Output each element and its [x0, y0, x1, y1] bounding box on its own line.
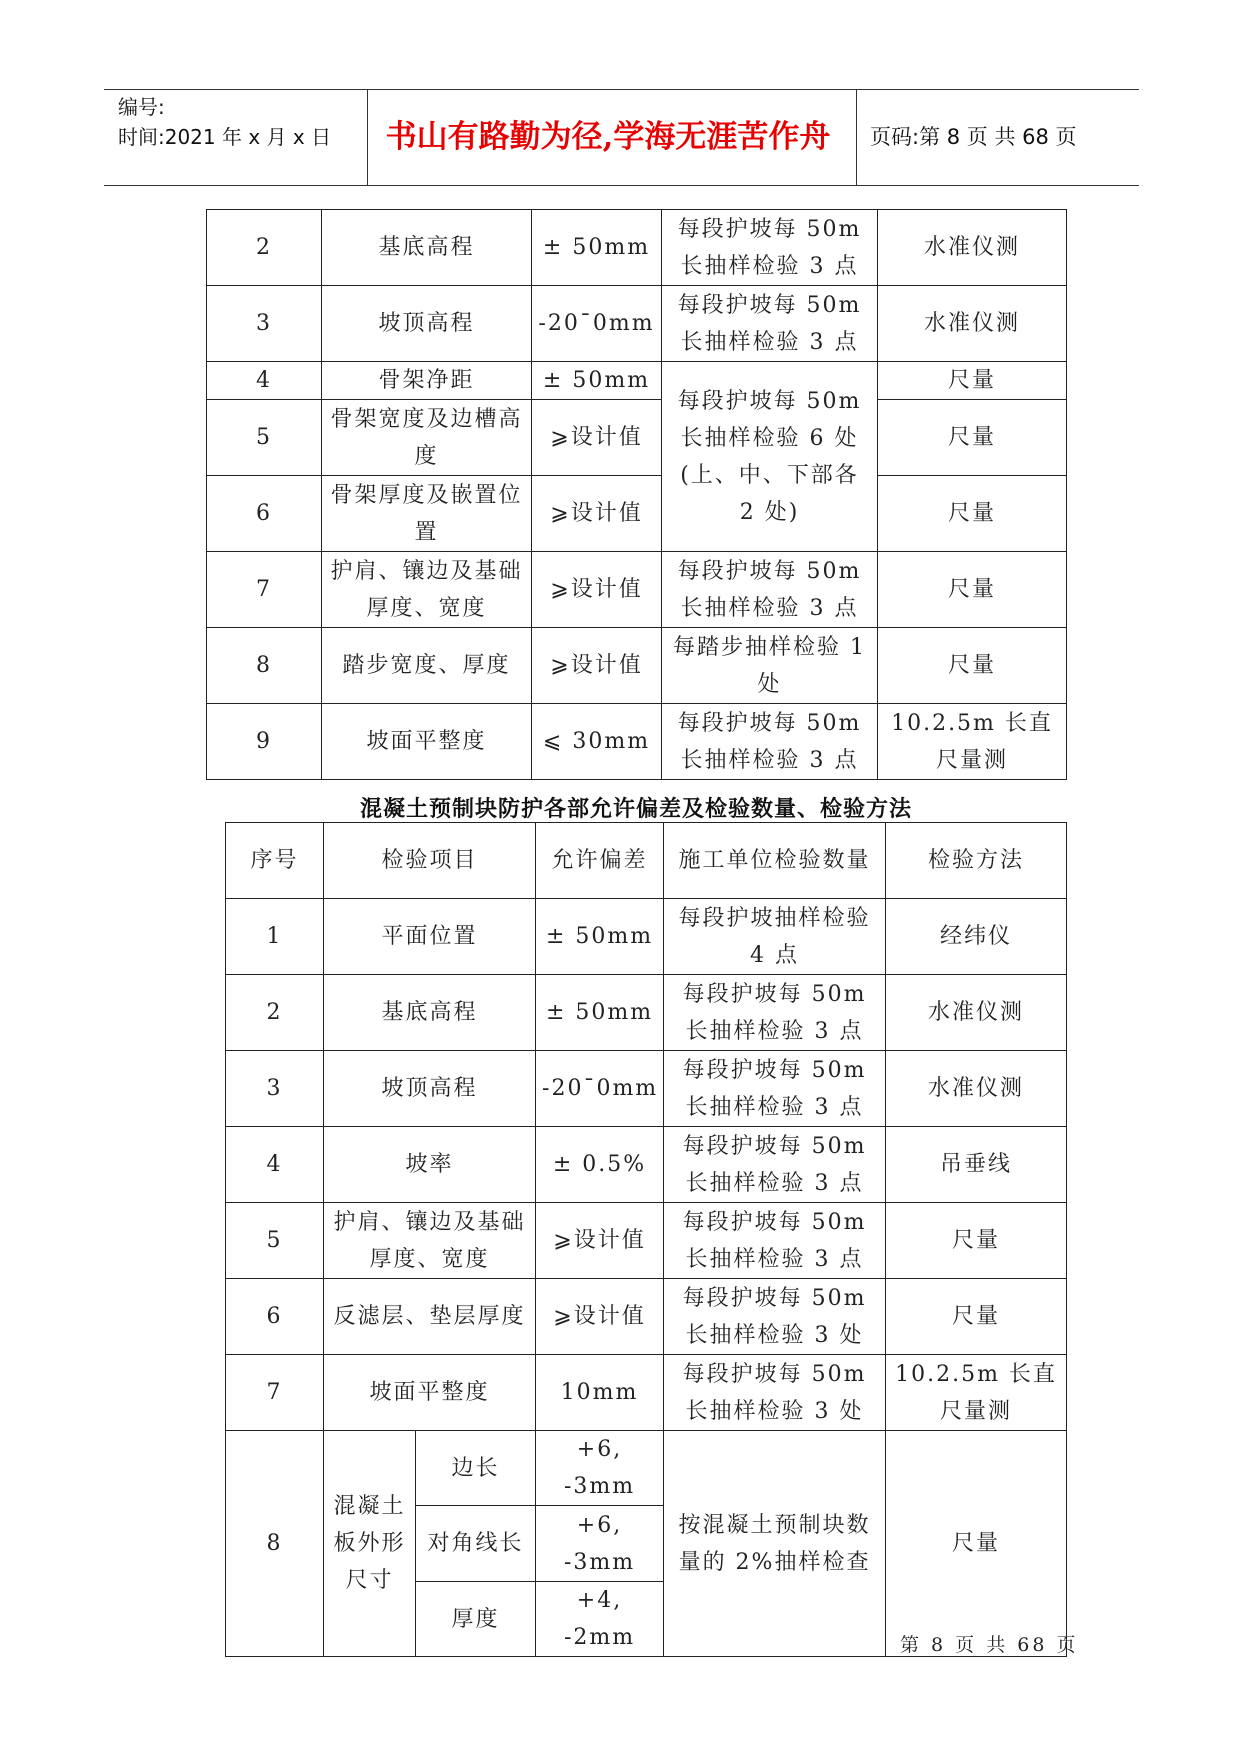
inspection-item: 踏步宽度、厚度 [322, 628, 532, 704]
inspection-method: 水准仪测 [878, 210, 1067, 286]
inspection-item: 基底高程 [324, 975, 536, 1051]
sub-item: 边长 [416, 1431, 536, 1506]
inspection-quantity: 每段护坡每 50m 长抽样检验 3 处 [664, 1355, 886, 1431]
inspection-item: 基底高程 [322, 210, 532, 286]
inspection-group: 混凝土板外形尺寸 [324, 1431, 416, 1657]
inspection-method: 吊垂线 [886, 1127, 1067, 1203]
allowed-deviation: ⩾设计值 [532, 552, 662, 628]
allowed-deviation: ⩽ 30mm [532, 704, 662, 780]
header-number: 序号 [226, 823, 324, 899]
header-item: 检验项目 [324, 823, 536, 899]
allowed-deviation: 10mm [536, 1355, 664, 1431]
inspection-quantity: 按混凝土预制块数量的 2%抽样检查 [664, 1431, 886, 1657]
row-number: 8 [226, 1431, 324, 1657]
header-method: 检验方法 [886, 823, 1067, 899]
row-number: 2 [207, 210, 322, 286]
inspection-quantity: 每段护坡每 50m 长抽样检验 3 点 [664, 1203, 886, 1279]
table-row [226, 1051, 1067, 1127]
table-row [226, 975, 1067, 1051]
allowed-deviation: -20¯0mm [532, 286, 662, 362]
table-row [207, 704, 1067, 780]
page-header [104, 89, 1139, 186]
inspection-quantity: 每踏步抽样检验 1 处 [662, 628, 878, 704]
inspection-method: 尺量 [878, 362, 1067, 400]
allowed-deviation: ⩾设计值 [532, 628, 662, 704]
inspection-method: 10.2.5m 长直尺量测 [878, 704, 1067, 780]
table-row [207, 476, 1067, 552]
table-row [226, 1431, 1067, 1506]
document-number-label: 编号: [118, 95, 165, 119]
header-motto: 书山有路勤为径,学海无涯苦作舟 [385, 119, 831, 155]
sub-item: 厚度 [416, 1582, 536, 1657]
allowed-deviation: ± 50mm [532, 362, 662, 400]
inspection-method: 尺量 [886, 1279, 1067, 1355]
inspection-method: 水准仪测 [886, 1051, 1067, 1127]
inspection-item: 坡顶高程 [322, 286, 532, 362]
inspection-quantity: 每段护坡每 50m 长抽样检验 3 点 [662, 552, 878, 628]
inspection-item: 护肩、镶边及基础厚度、宽度 [324, 1203, 536, 1279]
table-row [226, 899, 1067, 975]
row-number: 8 [207, 628, 322, 704]
allowed-deviation: +4, -2mm [536, 1582, 664, 1657]
allowed-deviation: ± 50mm [532, 210, 662, 286]
inspection-method: 尺量 [878, 476, 1067, 552]
inspection-quantity: 每段护坡每 50m 长抽样检验 3 点 [662, 704, 878, 780]
table-row [207, 628, 1067, 704]
inspection-method: 尺量 [886, 1431, 1067, 1657]
inspection-quantity: 每段护坡抽样检验 4 点 [664, 899, 886, 975]
row-number: 5 [226, 1203, 324, 1279]
row-number: 3 [207, 286, 322, 362]
inspection-item: 骨架宽度及边槽高度 [322, 400, 532, 476]
allowed-deviation: -20¯0mm [536, 1051, 664, 1127]
allowed-deviation: ⩾设计值 [536, 1203, 664, 1279]
inspection-item: 护肩、镶边及基础厚度、宽度 [322, 552, 532, 628]
table-row [207, 400, 1067, 476]
inspection-method: 经纬仪 [886, 899, 1067, 975]
table-row [207, 552, 1067, 628]
sub-item: 对角线长 [416, 1506, 536, 1582]
inspection-method: 尺量 [878, 552, 1067, 628]
row-number: 2 [226, 975, 324, 1051]
inspection-method: 尺量 [878, 628, 1067, 704]
header-divider [856, 90, 857, 185]
row-number: 3 [226, 1051, 324, 1127]
inspection-method: 尺量 [878, 400, 1067, 476]
table-caption: 混凝土预制块防护各部允许偏差及检验数量、检验方法 [359, 797, 912, 822]
inspection-quantity: 每段护坡每 50m 长抽样检验 3 点 [664, 1127, 886, 1203]
table-row [226, 1279, 1067, 1355]
inspection-item: 骨架净距 [322, 362, 532, 400]
table-row [226, 1203, 1067, 1279]
allowed-deviation: ⩾设计值 [532, 476, 662, 552]
header-meta [118, 92, 331, 152]
inspection-method: 尺量 [886, 1203, 1067, 1279]
row-number: 4 [207, 362, 322, 400]
inspection-quantity: 每段护坡每 50m 长抽样检验 3 点 [664, 975, 886, 1051]
inspection-item: 坡率 [324, 1127, 536, 1203]
table-header-row [226, 823, 1067, 899]
inspection-item: 坡面平整度 [324, 1355, 536, 1431]
precast-block-tolerance-table [225, 822, 1067, 1657]
document-time-label: 时间:2021 年 x 月 x 日 [118, 125, 332, 149]
allowed-deviation: ± 0.5% [536, 1127, 664, 1203]
row-number: 9 [207, 704, 322, 780]
allowed-deviation: ⩾设计值 [536, 1279, 664, 1355]
inspection-quantity: 每段护坡每 50m 长抽样检验 3 点 [664, 1051, 886, 1127]
inspection-method: 水准仪测 [886, 975, 1067, 1051]
row-number: 7 [226, 1355, 324, 1431]
inspection-item: 坡面平整度 [322, 704, 532, 780]
table-row [226, 1127, 1067, 1203]
allowed-deviation: ± 50mm [536, 899, 664, 975]
inspection-method: 水准仪测 [878, 286, 1067, 362]
row-number: 5 [207, 400, 322, 476]
row-number: 4 [226, 1127, 324, 1203]
table-row [207, 362, 1067, 400]
allowed-deviation: +6, -3mm [536, 1431, 664, 1506]
table-row [207, 210, 1067, 286]
header-deviation: 允许偏差 [536, 823, 664, 899]
inspection-quantity: 每段护坡每 50m 长抽样检验 3 点 [662, 210, 878, 286]
inspection-quantity: 每段护坡每 50m 长抽样检验 3 点 [662, 286, 878, 362]
page-footer: 第 8 页 共 68 页 [900, 1634, 1079, 1656]
table-row [207, 286, 1067, 362]
allowed-deviation: ⩾设计值 [532, 400, 662, 476]
inspection-quantity: 每段护坡每 50m 长抽样检验 3 处 [664, 1279, 886, 1355]
row-number: 7 [207, 552, 322, 628]
row-number: 1 [226, 899, 324, 975]
inspection-item: 平面位置 [324, 899, 536, 975]
inspection-quantity: 每段护坡每 50m 长抽样检验 6 处(上、中、下部各 2 处) [662, 362, 878, 552]
header-quantity: 施工单位检验数量 [664, 823, 886, 899]
inspection-item: 坡顶高程 [324, 1051, 536, 1127]
inspection-method: 10.2.5m 长直尺量测 [886, 1355, 1067, 1431]
header-page-indicator: 页码:第 8 页 共 68 页 [870, 125, 1077, 149]
allowed-deviation: ± 50mm [536, 975, 664, 1051]
table-row [226, 1355, 1067, 1431]
inspection-item: 反滤层、垫层厚度 [324, 1279, 536, 1355]
row-number: 6 [207, 476, 322, 552]
row-number: 6 [226, 1279, 324, 1355]
allowed-deviation: +6, -3mm [536, 1506, 664, 1582]
inspection-item: 骨架厚度及嵌置位置 [322, 476, 532, 552]
tolerance-table-continued [206, 209, 1067, 780]
